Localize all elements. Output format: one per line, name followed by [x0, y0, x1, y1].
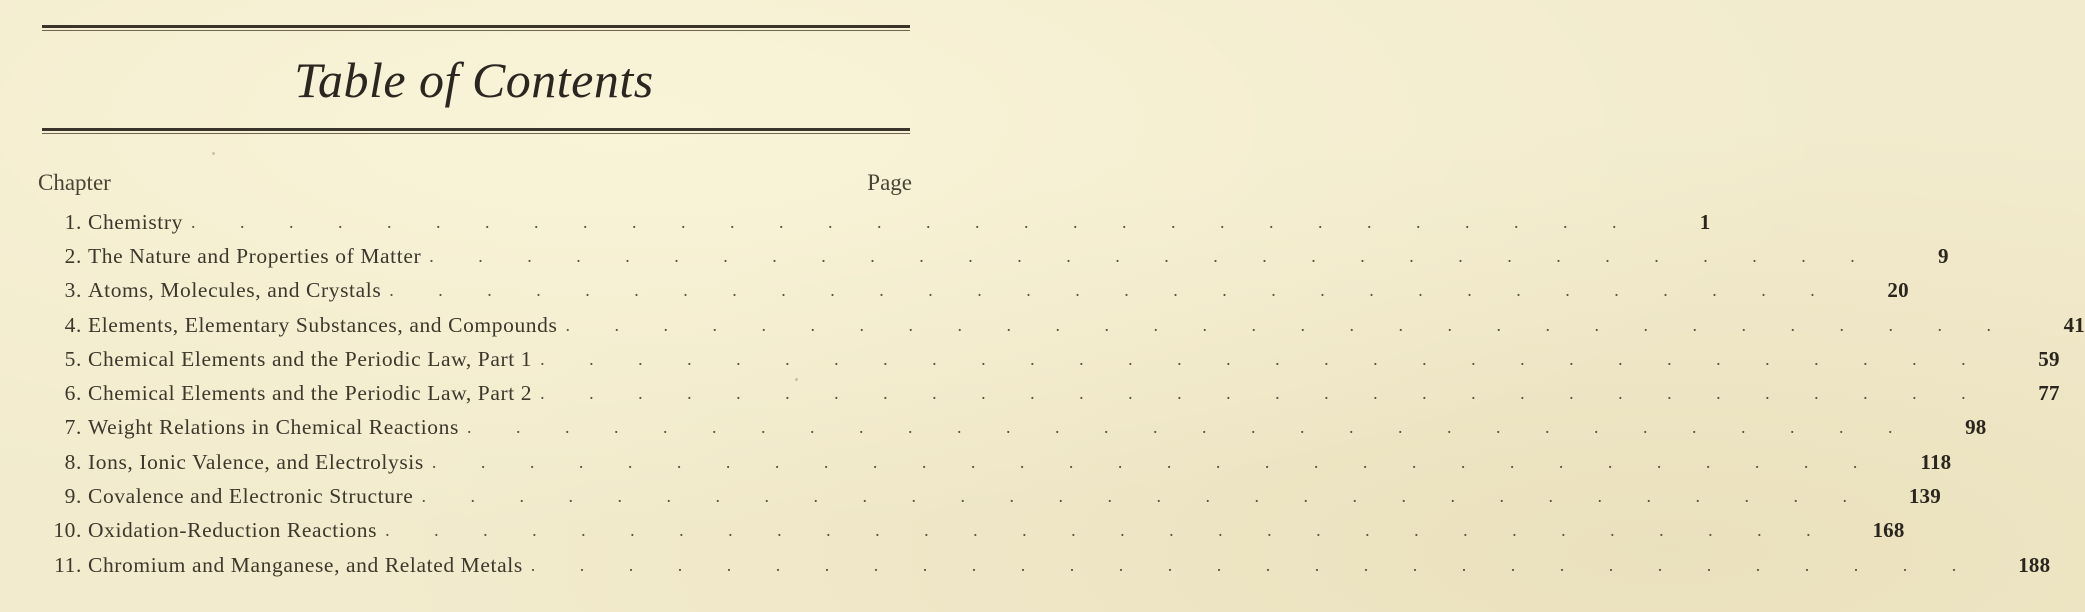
page-number: 20: [1887, 278, 1909, 303]
chapter-number: 11.: [54, 552, 82, 577]
chapter-title: Oxidation-Reduction Reactions: [88, 518, 378, 543]
chapter-number: 1.: [64, 209, 82, 234]
chapter-title: Elements, Elementary Substances, and Compounds: [88, 312, 558, 337]
chapter-title: The Nature and Properties of Matter: [88, 243, 422, 268]
toc-entry[interactable]: [36, 274, 1909, 308]
chapter-number: 6.: [64, 381, 82, 406]
chapter-number: 8.: [64, 449, 82, 474]
dot-leader: . . . . . . . . . . . . . . . . . . . . . . . . . . . . . .: [540, 383, 1986, 404]
toc-entry[interactable]: [36, 376, 2060, 410]
toc-entry[interactable]: [36, 308, 2085, 342]
toc-entry[interactable]: [36, 514, 1905, 548]
page-number: 59: [2038, 346, 2060, 371]
toc-entry[interactable]: [36, 548, 2051, 582]
toc-entry[interactable]: [36, 479, 1941, 513]
page-number: 41: [2063, 312, 2085, 337]
dot-leader: . . . . . . . . . . . . . . . . . . . . . . . . . . . . . .: [190, 211, 1637, 232]
toc-entry[interactable]: [36, 445, 1952, 479]
page-number: 168: [1872, 518, 1905, 543]
chapter-title: Chemical Elements and the Periodic Law, Part 2: [88, 381, 533, 406]
chapter-title: Chemical Elements and the Periodic Law, Part 1: [88, 346, 533, 371]
chapter-title: Covalence and Electronic Structure: [88, 484, 414, 509]
chapter-column-header: Chapter: [38, 170, 111, 195]
paper-speck: [212, 152, 215, 155]
chapter-number: 4.: [64, 312, 82, 337]
dot-leader: . . . . . . . . . . . . . . . . . . . . . . . . . . . . . .: [429, 245, 1875, 266]
title-underline-rule: [42, 128, 910, 131]
toc-entry[interactable]: [36, 342, 2060, 376]
dot-leader: . . . . . . . . . . . . . . . . . . . . . . . . . . . . . .: [540, 348, 1986, 369]
chapter-number: 5.: [64, 346, 82, 371]
chapter-number: 7.: [64, 415, 82, 440]
toc-entry[interactable]: [36, 411, 1987, 445]
chapter-title: Atoms, Molecules, and Crystals: [88, 278, 382, 303]
toc-entry[interactable]: [36, 205, 1711, 239]
toc-entry[interactable]: [36, 239, 1949, 273]
page-number: 139: [1908, 484, 1941, 509]
page-number: 1: [1699, 209, 1711, 234]
dot-leader: . . . . . . . . . . . . . . . . . . . . . . . . . . . . . .: [389, 280, 1835, 301]
page-number: 77: [2038, 381, 2060, 406]
chapter-title: Chromium and Manganese, and Related Metals: [88, 552, 523, 577]
dot-leader: . . . . . . . . . . . . . . . . . . . . . . . . . . . . . .: [431, 451, 1878, 472]
chapter-number: 2.: [64, 243, 82, 268]
page-number: 98: [1965, 415, 1987, 440]
dot-leader: . . . . . . . . . . . . . . . . . . . . . . . . . . . . . .: [565, 314, 2011, 335]
chapter-number: 9.: [64, 484, 82, 509]
chapter-title: Ions, Ionic Valence, and Electrolysis: [88, 449, 424, 474]
page-number: 9: [1938, 243, 1949, 268]
page-column-header: Page: [867, 170, 912, 195]
page-title: Table of Contents: [294, 52, 654, 108]
dot-leader: . . . . . . . . . . . . . . . . . . . . . . . . . . . . . .: [530, 554, 1977, 575]
chapter-number: 10.: [53, 518, 82, 543]
top-rule: [42, 25, 910, 28]
page-number: 118: [1920, 449, 1952, 474]
paper-speck: [795, 378, 798, 381]
dot-leader: . . . . . . . . . . . . . . . . . . . . . . . . . . . . . .: [466, 417, 1913, 438]
chapter-number: 3.: [64, 278, 82, 303]
toc-list: [36, 205, 2085, 582]
chapter-title: Chemistry: [88, 209, 183, 234]
dot-leader: . . . . . . . . . . . . . . . . . . . . . . . . . . . . . .: [385, 520, 1831, 541]
chapter-title: Weight Relations in Chemical Reactions: [88, 415, 459, 440]
page-number: 188: [2018, 552, 2051, 577]
dot-leader: . . . . . . . . . . . . . . . . . . . . . . . . . . . . . .: [421, 486, 1867, 507]
